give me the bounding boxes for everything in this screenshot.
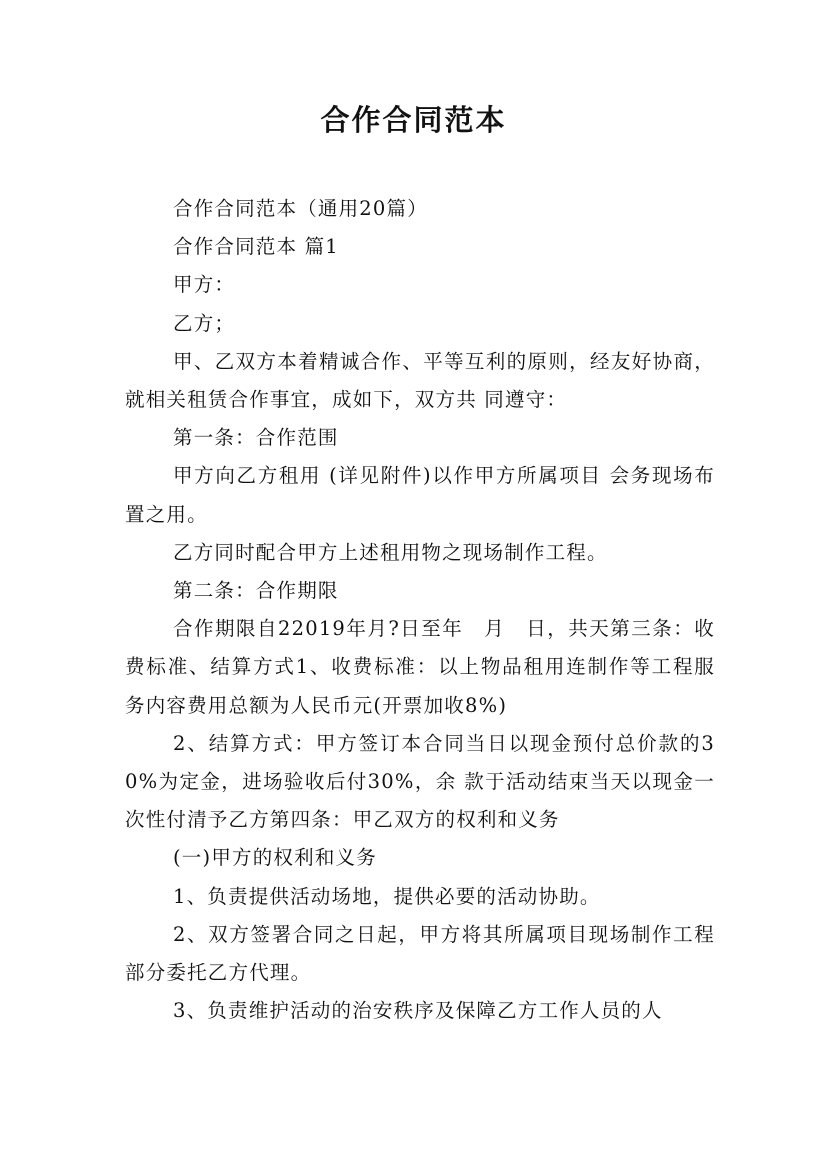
article-2-3-body: 合作期限自22019年月?日至年 月 日，共天第三条：收费标准、结算方式1、收费标准：以上物品租用连制作等工程服务内容费用总额为人民币元(开票加收8%) <box>125 617 715 717</box>
article-1-body: 甲方向乙方租用 (详见附件)以作甲方所属项目 会务现场布置之用。 <box>125 464 715 526</box>
settlement-clause: 2、结算方式：甲方签订本合同当日以现金预付总价款的30%为定金，进场验收后付30%，余 款于活动结束当天以现金一次性付清予乙方第四条：甲乙双方的权利和义务 <box>125 731 715 832</box>
party-b-line: 乙方； <box>173 311 236 335</box>
paragraph-preamble: 甲、乙双方本着精诚合作、平等互利的原则，经友好协商，就相关租赁合作事宜，成如下，双方共 同遵守： <box>125 349 715 412</box>
article-1-title: 第一条：合作范围 <box>173 426 339 450</box>
party-a-line: 甲方： <box>173 273 236 297</box>
article-2-title: 第二条：合作期限 <box>173 579 339 603</box>
party-a-duty-3: 3、负责维护活动的治安秩序及保障乙方工作人员的人 <box>173 999 663 1023</box>
document-title: 合作合同范本 <box>320 103 507 137</box>
paragraph-section-title: 合作合同范本 篇1 <box>173 235 339 259</box>
document-body <box>125 190 715 1030</box>
party-a-duty-2: 2、双方签署合同之日起，甲方将其所属项目现场制作工程部分委托乙方代理。 <box>125 922 715 985</box>
paragraph-heading: 合作合同范本（通用20篇） <box>173 197 428 220</box>
article-1-body-2: 乙方同时配合甲方上述租用物之现场制作工程。 <box>173 540 608 564</box>
party-a-rights-title: (一)甲方的权利和义务 <box>173 846 377 870</box>
party-a-duty-1: 1、负责提供活动场地，提供必要的活动协助。 <box>173 884 601 908</box>
